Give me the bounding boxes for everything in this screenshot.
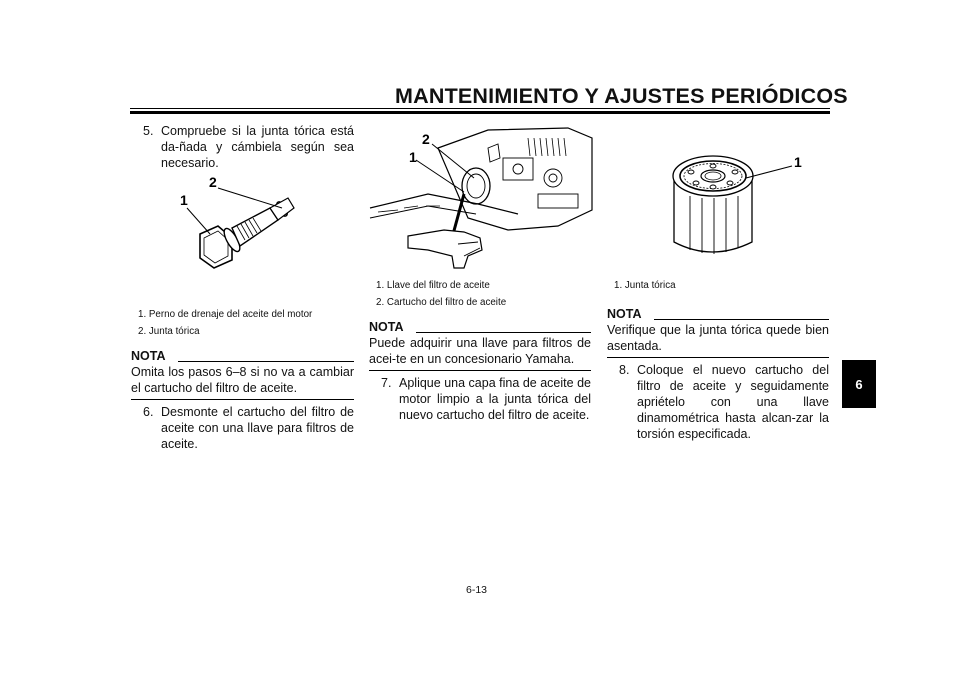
column-1 [131,123,354,171]
callout-1: 1 [180,192,188,208]
nota-rule [416,321,592,333]
step-5 [131,123,354,171]
figure-caption [131,308,354,338]
column-3 [607,279,829,442]
callout-2: 2 [422,131,430,147]
nota-label: NOTA [131,349,166,363]
page-title: MANTENIMIENTO Y AJUSTES PERIÓDICOS [395,84,848,108]
oil-filter-wrench-figure [368,118,594,276]
column-2 [369,279,591,423]
step-number: 8. [619,363,630,377]
callout-1: 1 [409,149,417,165]
oil-filter-cartridge-figure [660,140,820,270]
nota-rule [654,308,830,320]
callout-2: 2 [209,174,217,190]
drain-bolt-figure [170,168,310,278]
nota-rule [178,350,355,362]
column-1-lower [131,308,354,452]
caption-item: 1. Perno de drenaje del aceite del motor [138,309,313,320]
header-rule-thin [130,108,830,109]
nota-heading [607,306,829,322]
nota-text: Omita los pasos 6–8 si no va a cambiar el cartucho del filtro de aceite. [131,364,354,400]
step-text: Desmonte el cartucho del filtro de aceite con una llave para filtros de aceite. [161,405,354,451]
step-8 [607,362,829,442]
step-6 [131,404,354,452]
nota-heading [369,319,591,335]
page-number: 6-13 [466,584,488,596]
step-number: 5. [143,124,154,138]
caption-item: 1. Llave del filtro de aceite [376,280,490,291]
nota-label: NOTA [369,320,404,334]
step-7 [369,375,591,423]
callout-1: 1 [794,154,802,170]
nota-text: Verifique que la junta tórica quede bien asentada. [607,322,829,358]
header-rule-thick [130,111,830,114]
chapter-tab-label: 6 [855,376,863,392]
step-text: Aplique una capa fina de aceite de motor limpio a la junta tórica del nuevo cartucho del filtro de aceite. [399,376,591,422]
step-text: Coloque el nuevo cartucho del filtro de aceite y seguidamente apriételo con una llave dinamométrica hasta alcan-zar la torsión especificada. [637,363,829,441]
chapter-tab[interactable] [842,360,876,408]
step-number: 6. [143,405,154,419]
nota-heading [131,348,354,364]
step-text: Compruebe si la junta tórica está da-ñada y cámbiela según sea necesario. [161,124,354,170]
nota-label: NOTA [607,307,642,321]
nota-text: Puede adquirir una llave para filtros de acei-te en un concesionario Yamaha. [369,335,591,371]
caption-item: 2. Junta tórica [138,326,200,337]
caption-item: 1. Junta tórica [614,280,676,291]
caption-item: 2. Cartucho del filtro de aceite [376,297,507,308]
step-number: 7. [381,376,392,390]
figure-caption [607,279,829,292]
figure-caption [369,279,591,309]
